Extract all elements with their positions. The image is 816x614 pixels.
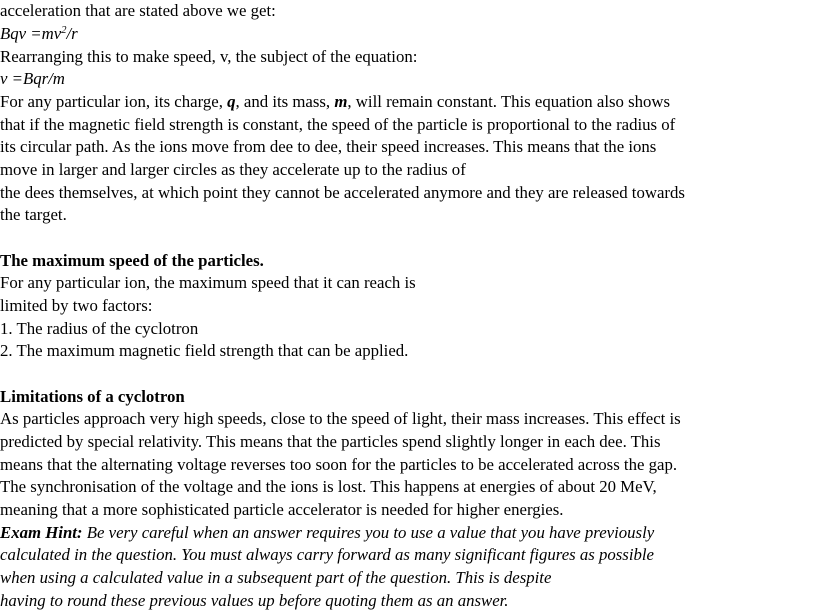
exam-hint-label: Exam Hint: xyxy=(0,523,83,542)
exam-hint-line: calculated in the question. You must always carry forward as many significant figures as possible xyxy=(0,545,654,564)
paragraph-line: move in larger and larger circles as they accelerate up to the radius of xyxy=(0,160,466,179)
text-span: , will remain constant. This equation also shows xyxy=(347,92,671,111)
paragraph-line: that if the magnetic field strength is constant, the speed of the particle is proportional to the radius of xyxy=(0,115,676,134)
paragraph-line: predicted by special relativity. This means that the particles spend slightly longer in each dee. This xyxy=(0,432,661,451)
paragraph-line: limited by two factors: xyxy=(0,296,153,315)
paragraph-line: For any particular ion, the maximum speed that it can reach is xyxy=(0,273,416,292)
mass-symbol: m xyxy=(334,92,348,111)
formula-bqv xyxy=(0,23,78,45)
exam-hint-line: having to round these previous values up before quoting them as an answer. xyxy=(0,591,509,610)
paragraph-line: meaning that a more sophisticated particle accelerator is needed for higher energies. xyxy=(0,500,564,519)
formula-bqv-tail: /r xyxy=(66,24,78,43)
exam-hint-line xyxy=(0,522,654,544)
intro-line: acceleration that are stated above we get: xyxy=(0,1,276,20)
paragraph-line: its circular path. As the ions move from dee to dee, their speed increases. This means that the ions xyxy=(0,137,657,156)
section-heading-limitations: Limitations of a cyclotron xyxy=(0,387,185,406)
section-heading-max-speed: The maximum speed of the particles. xyxy=(0,251,264,270)
formula-bqv-main: Bqv =mv xyxy=(0,24,62,43)
formula-bqv-exponent: 2 xyxy=(61,25,67,36)
paragraph-line: the target. xyxy=(0,205,67,224)
paragraph-line xyxy=(0,91,670,113)
paragraph-line: the dees themselves, at which point they cannot be accelerated anymore and they are released towards xyxy=(0,183,685,202)
paragraph-line: The synchronisation of the voltage and the ions is lost. This happens at energies of about 20 MeV, xyxy=(0,477,657,496)
paragraph-line: As particles approach very high speeds, close to the speed of light, their mass increases. This effect is xyxy=(0,409,681,428)
text-span: , and its mass, xyxy=(235,92,335,111)
list-item: 2. The maximum magnetic field strength that can be applied. xyxy=(0,341,409,360)
text-span: For any particular ion, its charge, xyxy=(0,92,228,111)
text-span: Be very careful when an answer requires you to use a value that you have previously xyxy=(82,523,655,542)
rearranging-line: Rearranging this to make speed, v, the subject of the equation: xyxy=(0,47,418,66)
exam-hint-line: when using a calculated value in a subsequent part of the question. This is despite xyxy=(0,568,552,587)
paragraph-line: means that the alternating voltage reverses too soon for the particles to be accelerated across the gap. xyxy=(0,455,678,474)
charge-symbol: q xyxy=(227,92,236,111)
list-item: 1. The radius of the cyclotron xyxy=(0,319,199,338)
formula-speed: v =Bqr/m xyxy=(0,69,65,88)
